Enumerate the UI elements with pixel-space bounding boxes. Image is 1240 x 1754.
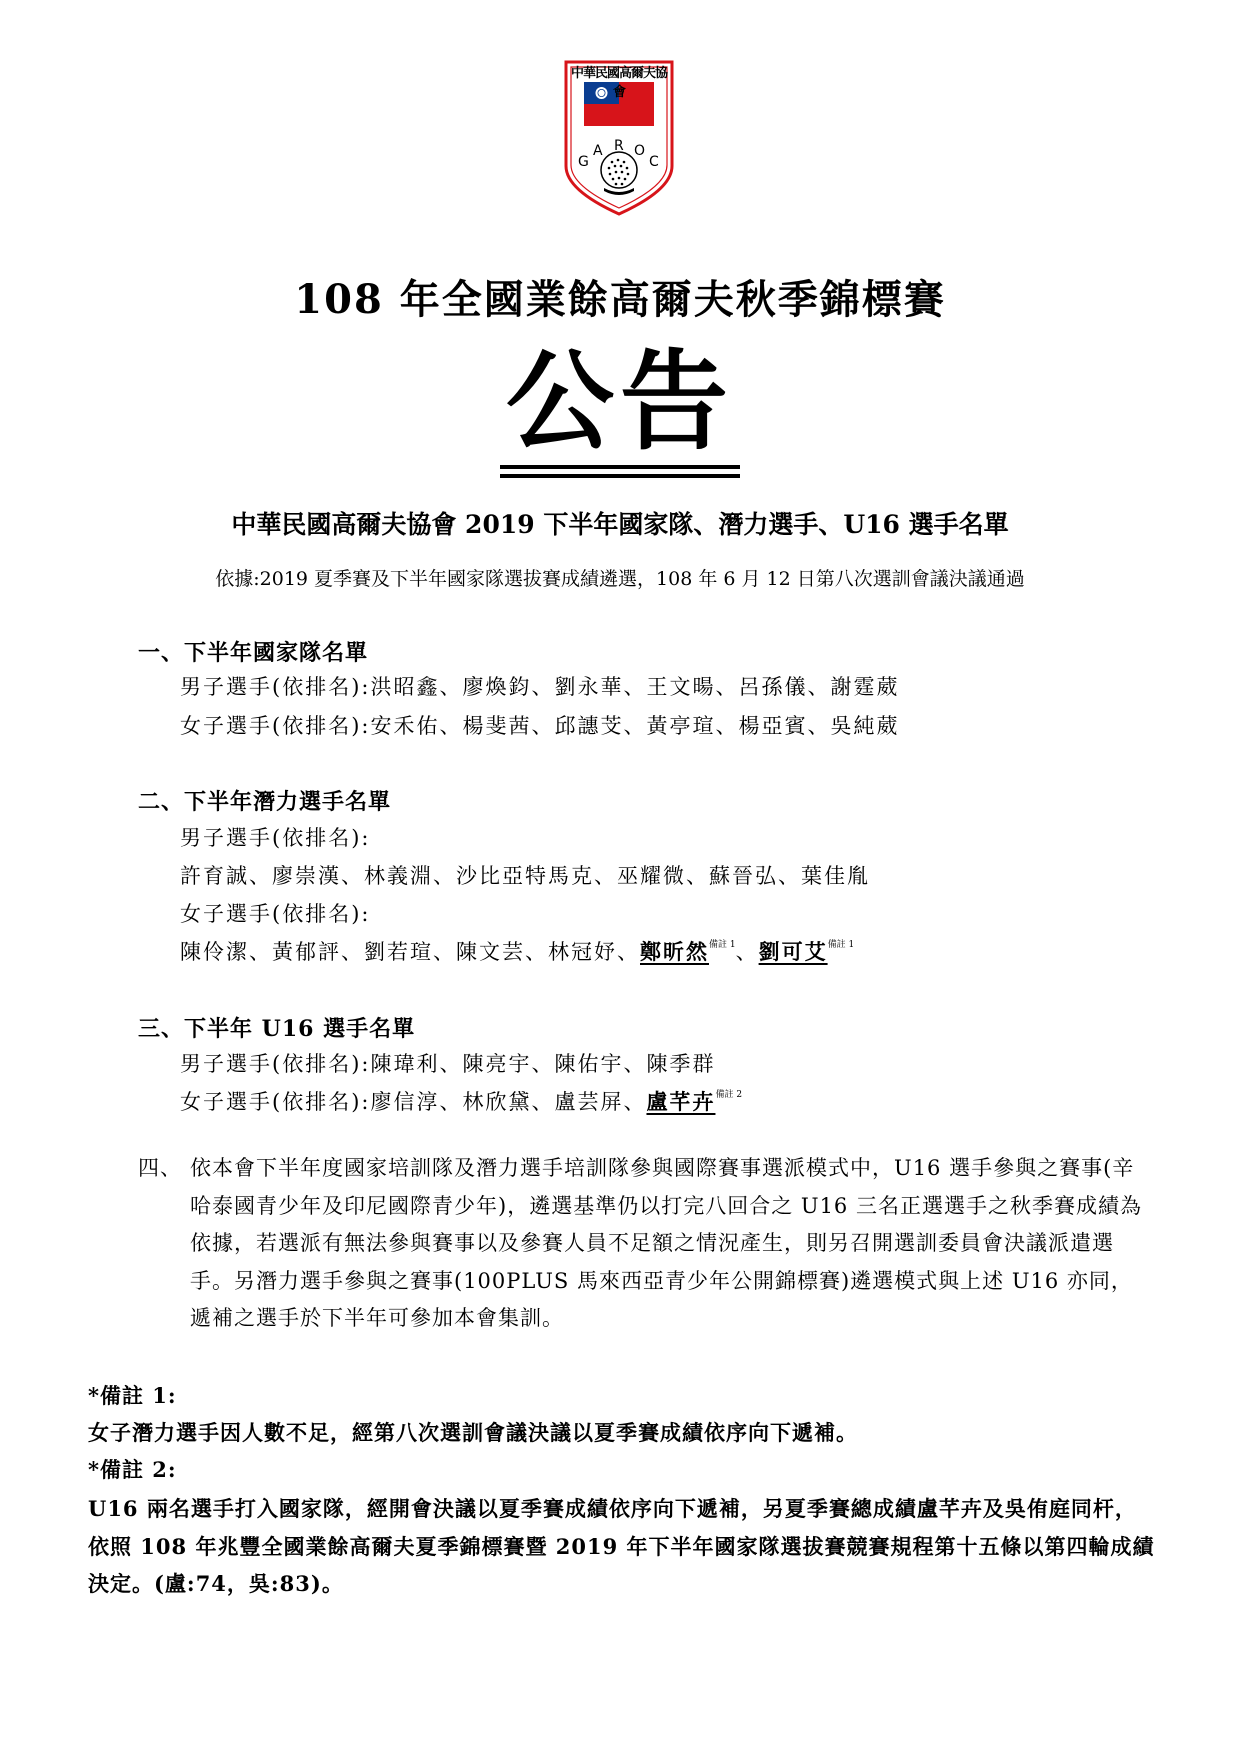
item4-paragraph <box>138 1150 1148 1338</box>
remark1-ref-b: 備註 1 <box>827 940 855 950</box>
remark2-text: U16 兩名選手打入國家隊，經開會決議以夏季賽成績依序向下遞補，另夏季賽總成績盧芊卉及吳侑庭同杆，依照 108 年兆豐全國業餘高爾夫夏季錦標賽暨 2019 年下半年國家隊選拔賽競賽規程第十五條以第四輪成績決定。(盧:74，吳:83)。 <box>88 1496 1155 1596</box>
section2-men-label: 男子選手(依排名): <box>180 826 371 850</box>
logo-letter-r: R <box>614 138 624 154</box>
section1-heading: 一、下半年國家隊名單 <box>138 640 369 666</box>
logo-letter-a: A <box>593 143 603 159</box>
section3-women-row <box>180 1086 742 1116</box>
remark2-label: *備註 2: <box>88 1457 177 1482</box>
selection-basis: 依據:2019 夏季賽及下半年國家隊選拔賽成績遴選，108 年 6 月 12 日第八次選訓會議決議通過 <box>215 568 1025 590</box>
logo-letter-c: C <box>649 154 659 170</box>
section3-heading: 三、下半年 U16 選手名單 <box>138 1016 416 1042</box>
logo-letter-o: O <box>634 143 646 159</box>
notice-underline-top <box>500 465 740 469</box>
section2-men-list: 許育誠、廖崇漢、林義淵、沙比亞特馬克、巫耀微、蘇晉弘、葉佳胤 <box>180 864 870 888</box>
section2-heading: 二、下半年潛力選手名單 <box>138 789 392 815</box>
remark1-label: *備註 1: <box>88 1383 177 1408</box>
notice-underline-bottom <box>500 474 740 478</box>
section1-women: 女子選手(依排名):安禾佑、楊斐茜、邱譓芠、黃亭瑄、楊亞賓、吳純葳 <box>180 714 900 738</box>
logo-letter-g: G <box>578 154 589 170</box>
section2-women-extra1: 鄭昕然 <box>640 939 709 964</box>
section2-women-extra2: 劉可艾 <box>758 939 828 964</box>
name-separator: 、 <box>735 940 759 964</box>
item4-text: 依本會下半年度國家培訓隊及潛力選手培訓隊參與國際賽事選派模式中，U16 選手參與之賽事(辛哈泰國青少年及印尼國際青少年)，遴選基準仍以打完八回合之 U16 三名正選選手之秋季賽成績為依據，若選派有無法參與賽事以及參賽人員不足額之情況產生，則另召開選訓委員會決議派遣選手。另潛力選手參與之賽事(100PLUS 馬來西亞青少年公開錦標賽)遴選模式與上述 U16 亦同，遞補之選手於下半年可參加本會集訓。 <box>190 1156 1142 1330</box>
remark2-ref: 備註 2 <box>715 1090 743 1100</box>
section2-women-row <box>180 936 854 966</box>
notice-heading: 公告 <box>505 339 734 465</box>
section2-women-list: 陳伶潔、黃郁評、劉若瑄、陳文芸、林冠妤、 <box>180 940 640 964</box>
logo-arc-text: 中華民國高爾夫協會 <box>570 66 667 100</box>
section1-men: 男子選手(依排名):洪昭鑫、廖煥鈞、劉永華、王文暘、呂孫儀、謝霆葳 <box>180 675 900 699</box>
section2-women-label: 女子選手(依排名): <box>180 902 371 926</box>
garoc-logo <box>560 58 678 218</box>
remark1-text: 女子潛力選手因人數不足，經第八次選訓會議決議以夏季賽成績依序向下遞補。 <box>88 1420 858 1445</box>
section3-men: 男子選手(依排名):陳瑋利、陳亮宇、陳佑宇、陳季群 <box>180 1052 716 1076</box>
section3-women-list: 女子選手(依排名):廖信淳、林欣黛、盧芸屏、 <box>180 1090 647 1114</box>
remark1-ref-a: 備註 1 <box>709 940 736 950</box>
document-title: 108 年全國業餘高爾夫秋季錦標賽 <box>294 276 946 323</box>
list-subtitle: 中華民國高爾夫協會 2019 下半年國家隊、潛力選手、U16 選手名單 <box>231 510 1009 539</box>
section3-women-extra: 盧芊卉 <box>646 1089 716 1114</box>
item4-number: 四、 <box>138 1156 182 1180</box>
